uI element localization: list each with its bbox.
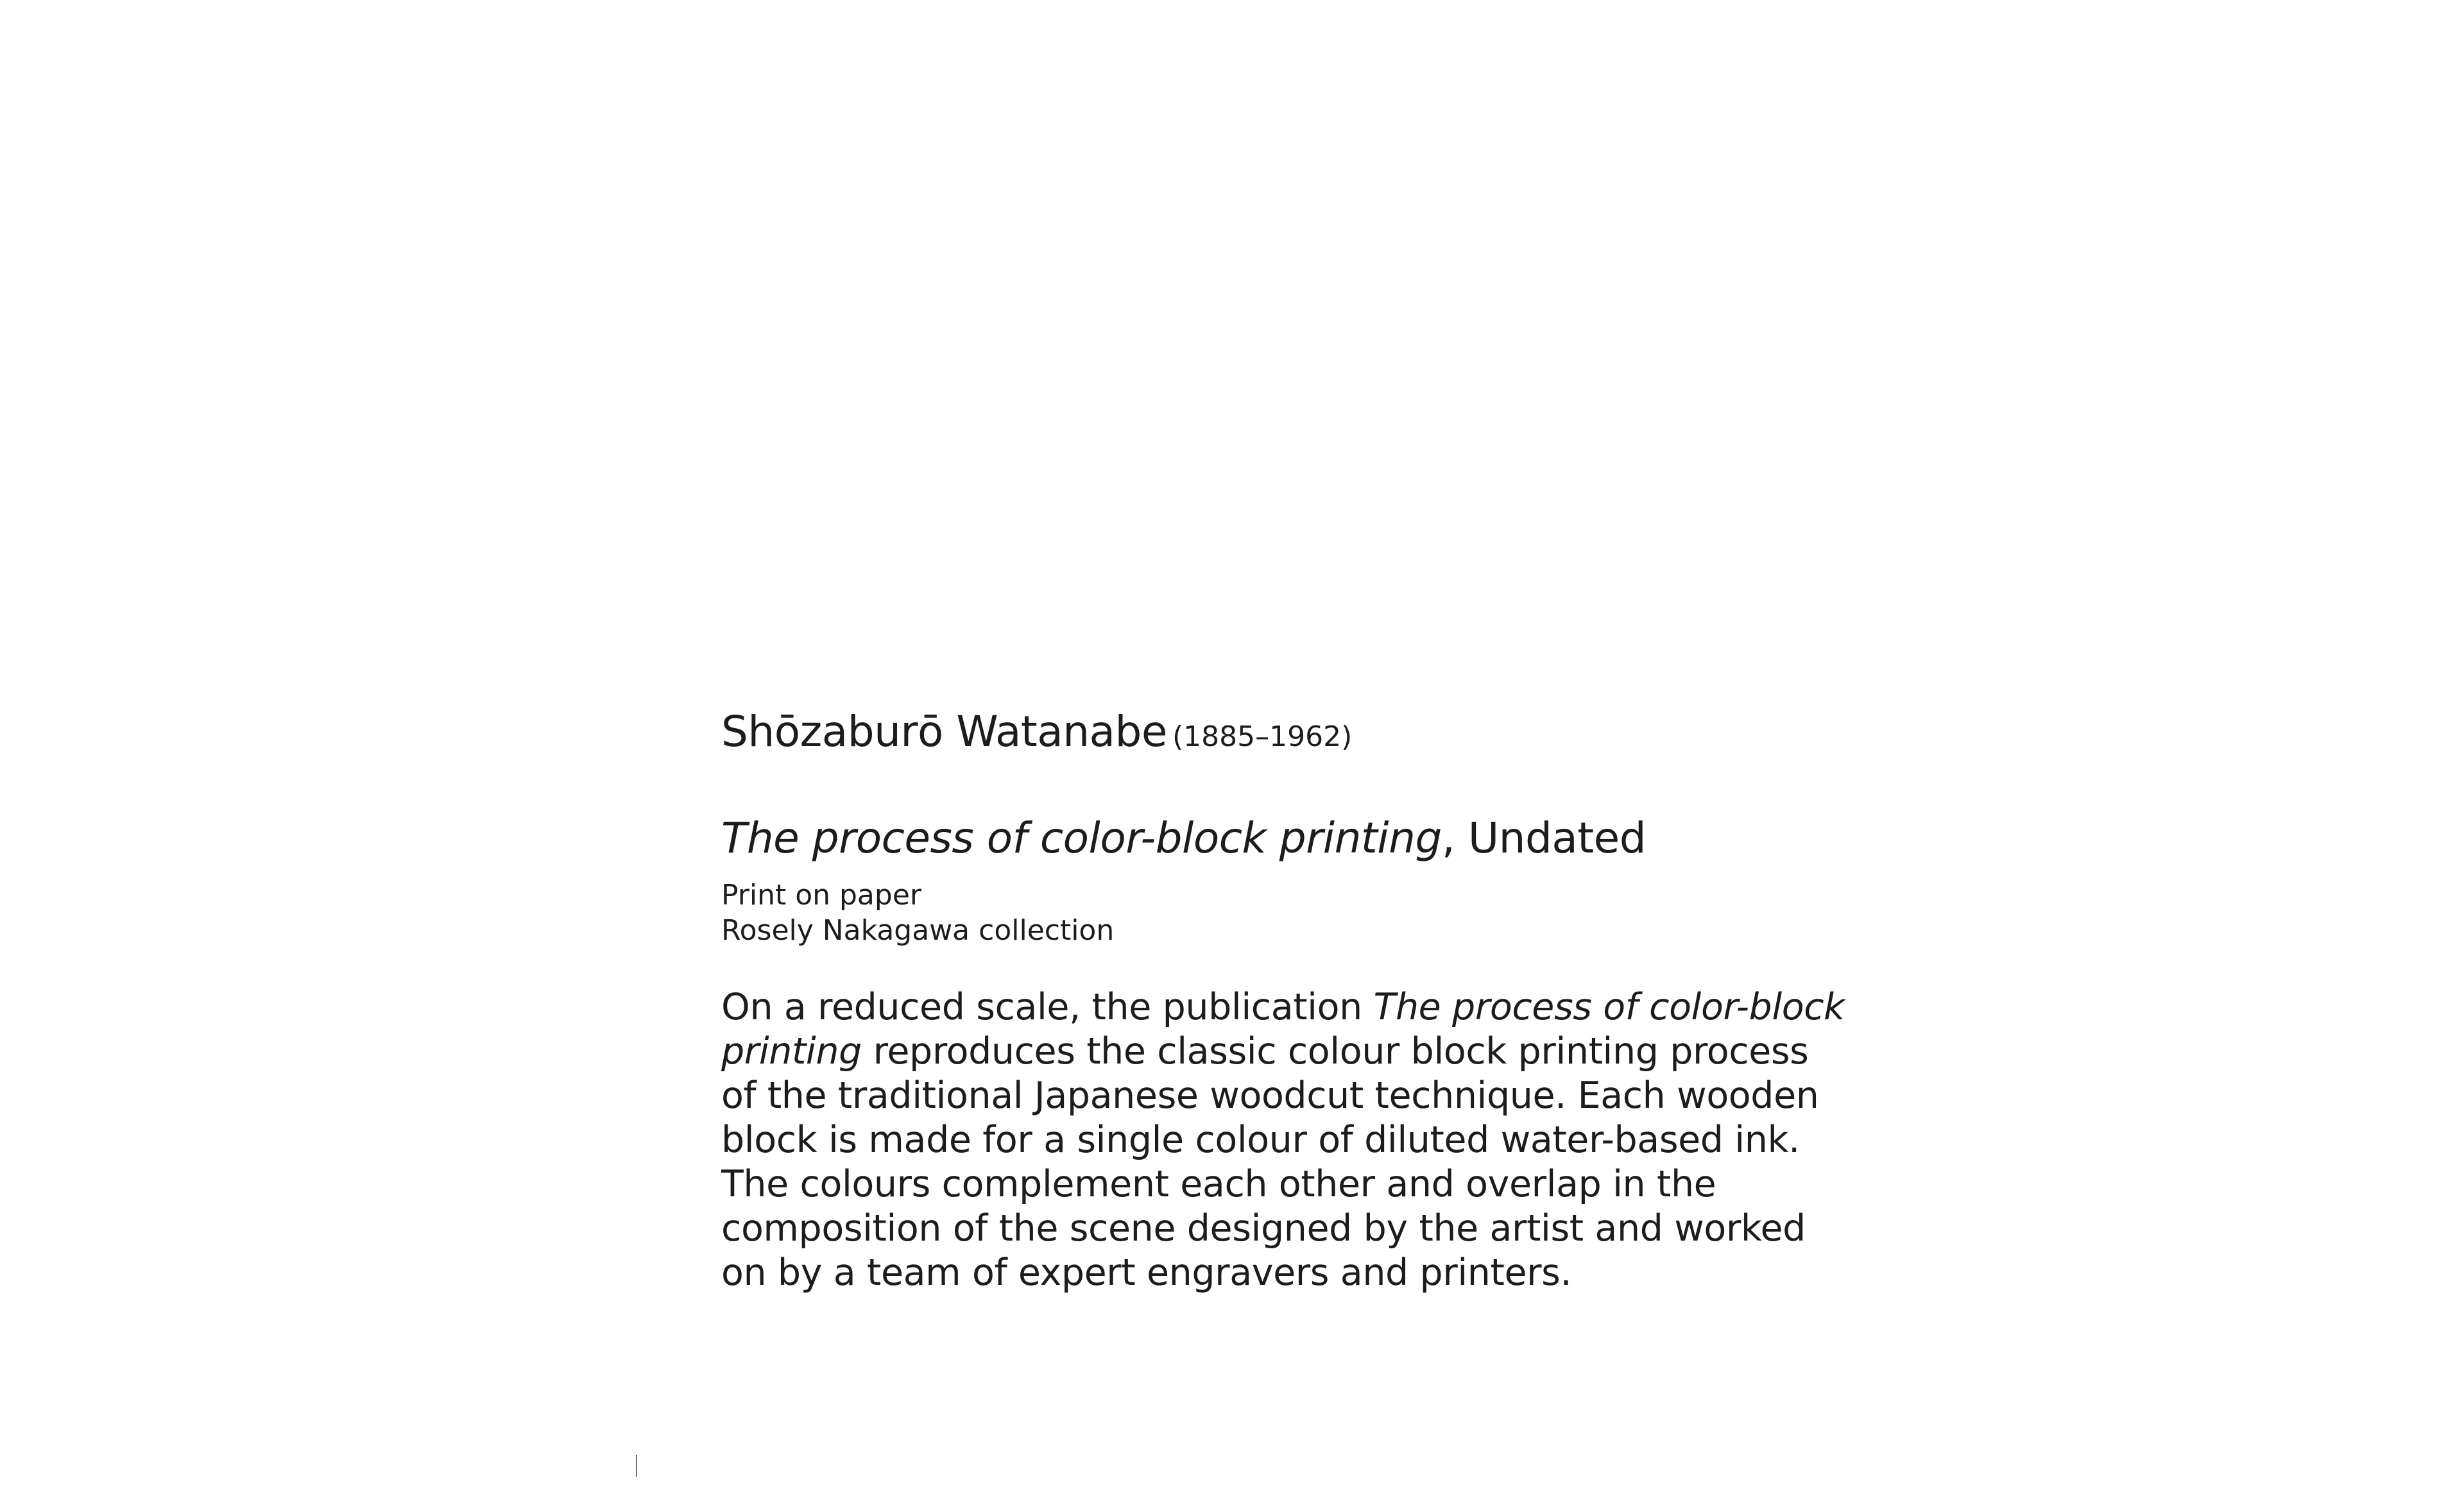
description-text: On a reduced scale, the publication <box>721 986 1374 1028</box>
description-title-ref: printing <box>721 1030 862 1073</box>
title-separator: , <box>1441 813 1455 863</box>
description-line: composition of the scene designed by the artist and worked <box>721 1207 1806 1250</box>
description-line: on by a team of expert engravers and printers. <box>721 1252 1572 1294</box>
artist-heading <box>721 707 1761 756</box>
artwork-title: The process of color-block printing <box>721 813 1442 863</box>
artwork-description <box>721 985 1845 1295</box>
description-title-ref: The process of color-block <box>1373 986 1845 1028</box>
description-line <box>721 1030 1809 1074</box>
description-line: of the traditional Japanese woodcut technique. Each wooden <box>721 1074 1819 1117</box>
artwork-medium: Print on paper <box>721 879 921 912</box>
description-line: block is made for a single colour of diluted water-based ink. <box>721 1119 1800 1161</box>
wall-label <box>721 707 1845 1295</box>
description-line <box>721 985 1845 1030</box>
artwork-date: Undated <box>1467 813 1647 863</box>
description-line: The colours complement each other and overlap in the <box>721 1163 1716 1205</box>
artwork-collection: Rosely Nakagawa collection <box>721 914 1115 947</box>
artist-dates: (1885–1962) <box>1172 720 1353 753</box>
artwork-title-line <box>721 813 1761 863</box>
artist-name: Shōzaburō Watanabe <box>721 707 1167 756</box>
artwork-meta <box>721 878 1761 948</box>
page-edge-mark <box>636 1455 637 1477</box>
description-text: reproduces the classic colour block printing process <box>861 1030 1809 1073</box>
